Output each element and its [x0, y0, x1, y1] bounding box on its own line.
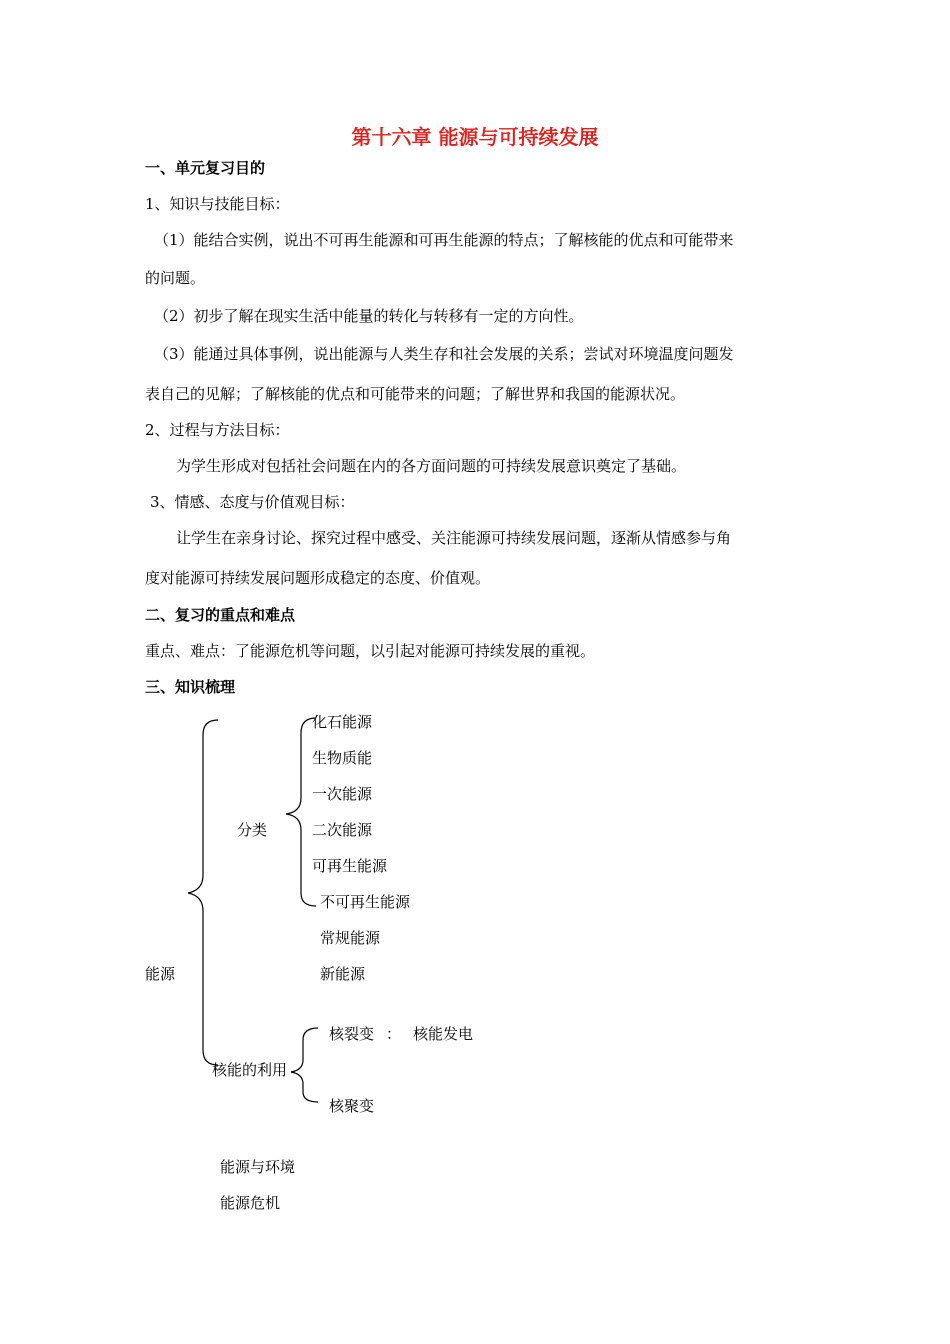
tree-nuclear-use-label: 核能的利用: [212, 1061, 288, 1079]
page-title: 第十六章 能源与可持续发展: [351, 125, 599, 149]
tree-nuclear-fission: 核裂变: [329, 1025, 375, 1043]
goal-knowledge-item-1-line-1: （1）能结合实例，说出不可再生能源和可再生能源的特点；了解核能的优点和可能带来: [154, 231, 734, 249]
section-heading-objectives: 一、单元复习目的: [145, 159, 266, 177]
tree-item-new-energy: 新能源: [320, 965, 366, 983]
tree-item-renewable-energy: 可再生能源: [312, 857, 388, 875]
tree-nuclear-fusion: 核聚变: [329, 1097, 375, 1115]
goal-knowledge-item-1-line-2: 的问题。: [145, 269, 206, 287]
classification-brace: [286, 718, 316, 906]
tree-item-primary-energy: 一次能源: [312, 785, 373, 803]
tree-root-energy: 能源: [145, 965, 176, 983]
tree-nuclear-power-generation: 核能发电: [413, 1025, 474, 1043]
goal-knowledge-item-3-line-1: （3）能通过具体事例，说出能源与人类生存和社会发展的关系；尝试对环境温度问题发: [154, 345, 734, 363]
tree-energy-crisis: 能源危机: [220, 1194, 281, 1212]
goal-process-text: 为学生形成对包括社会问题在内的各方面问题的可持续发展意识奠定了基础。: [176, 457, 687, 475]
goal-knowledge-label: 1、知识与技能目标：: [145, 195, 290, 213]
tree-item-conventional-energy: 常规能源: [320, 929, 381, 947]
root-brace: [188, 720, 218, 1065]
tree-item-biomass-energy: 生物质能: [312, 749, 373, 767]
tree-item-secondary-energy: 二次能源: [312, 821, 373, 839]
section-heading-knowledge-outline: 三、知识梳理: [145, 678, 236, 696]
tree-classification-label: 分类: [237, 821, 268, 839]
nuclear-brace: [291, 1028, 318, 1102]
goal-attitude-text-line-1: 让学生在亲身讨论、探究过程中感受、关注能源可持续发展问题，逐渐从情感参与角: [176, 529, 732, 547]
tree-nuclear-separator: ：: [386, 1025, 402, 1043]
goal-process-label: 2、过程与方法目标：: [145, 421, 290, 439]
key-points-text: 重点、难点：了能源危机等问题，以引起对能源可持续发展的重视。: [145, 642, 596, 660]
tree-energy-and-environment: 能源与环境: [220, 1158, 296, 1176]
goal-knowledge-item-2: （2）初步了解在现实生活中能量的转化与转移有一定的方向性。: [154, 307, 584, 325]
goal-knowledge-item-3-line-2: 表自己的见解；了解核能的优点和可能带来的问题；了解世界和我国的能源状况。: [145, 385, 686, 403]
goal-attitude-text-line-2: 度对能源可持续发展问题形成稳定的态度、价值观。: [145, 569, 491, 587]
goal-attitude-label: 3、情感、态度与价值观目标：: [150, 493, 355, 511]
tree-item-fossil-energy: 化石能源: [312, 713, 373, 731]
section-heading-key-points: 二、复习的重点和难点: [145, 606, 296, 624]
tree-item-nonrenewable-energy: 不可再生能源: [320, 893, 411, 911]
